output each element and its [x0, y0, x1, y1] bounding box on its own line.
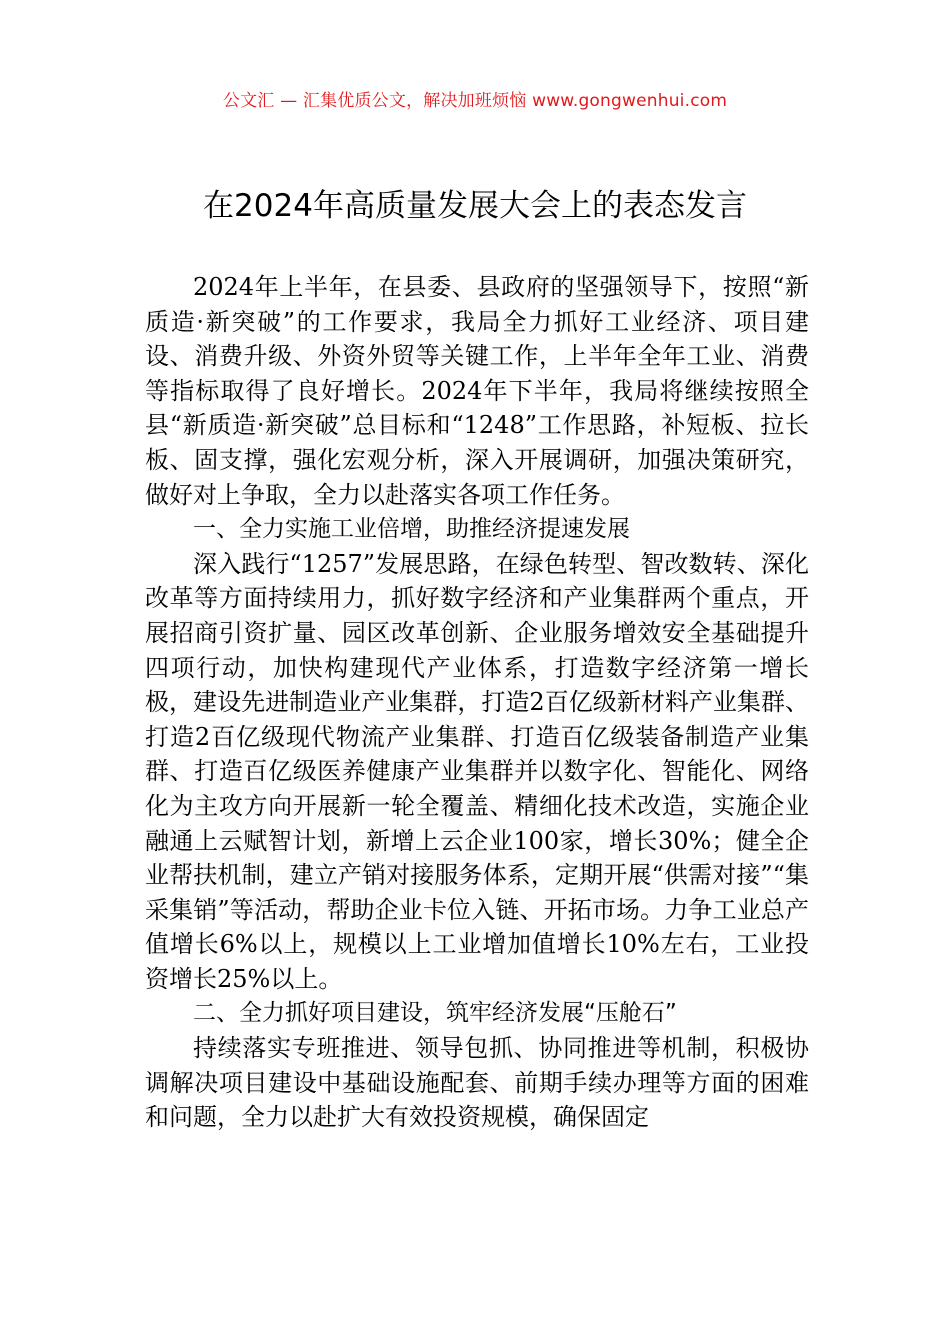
- section-heading-2: 二、全力抓好项目建设，筑牢经济发展“压舱石”: [193, 1000, 677, 1027]
- document-body: [145, 270, 809, 1135]
- section-body-1: 深入践行“1257”发展思路，在绿色转型、智改数转、深化改革等方面持续用力，抓好数字经济和产业集群两个重点，开展招商引资扩量、园区改革创新、企业服务增效安全基础提升四项行动，加快构建现代产业体系，打造数字经济第一增长极，建设先进制造业产业集群，打造2百亿级新材料产业集群、打造2百亿级现代物流产业集群、打造百亿级装备制造产业集群、打造百亿级医养健康产业集群并以数字化、智能化、网络化为主攻方向开展新一轮全覆盖、精细化技术改造，实施企业融通上云赋智计划，新增上云企业100家，增长30%；健全企业帮扶机制，建立产销对接服务体系，定期开展“供需对接”“集采集销”等活动，帮助企业卡位入链、开拓市场。力争工业总产值增长6%以上，规模以上工业增加值增长10%左右，工业投资增长25%以上。: [145, 549, 809, 993]
- section-body-2: 持续落实专班推进、领导包抓、协同推进等机制，积极协调解决项目建设中基础设施配套、前期手续办理等方面的困难和问题，全力以赴扩大有效投资规模，确保固定: [145, 1034, 809, 1132]
- section-heading-1: 一、全力实施工业倍增，助推经济提速发展: [193, 516, 630, 543]
- intro-paragraph: 2024年上半年，在县委、县政府的坚强领导下，按照“新质造·新突破”的工作要求，我局全力抓好工业经济、项目建设、消费升级、外资外贸等关键工作，上半年全年工业、消费等指标取得了良好增长。2024年下半年，我局将继续按照全县“新质造·新突破”总目标和“1248”工作思路，补短板、拉长板、固支撑，强化宏观分析，深入开展调研，加强决策研究，做好对上争取，全力以赴落实各项工作任务。: [145, 273, 809, 509]
- document-title: 在2024年高质量发展大会上的表态发言: [203, 188, 747, 224]
- site-banner: 公文汇 — 汇集优质公文，解决加班烦恼 www.gongwenhui.com: [222, 91, 728, 111]
